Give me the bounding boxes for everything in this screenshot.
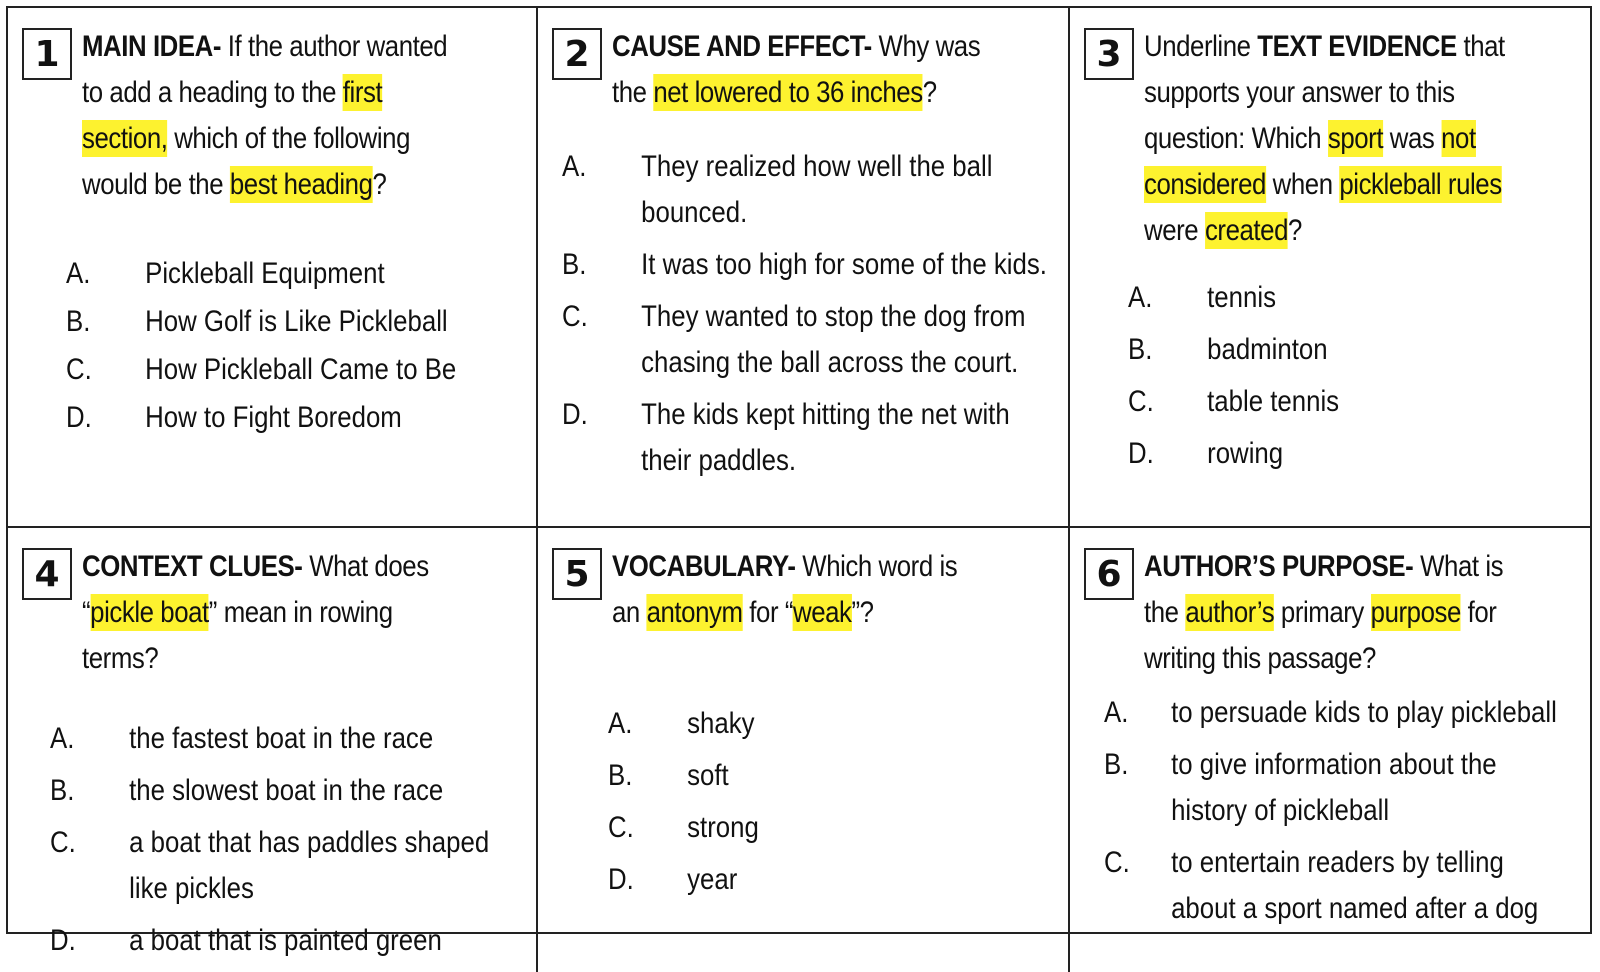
question-number: 2 (552, 28, 602, 80)
highlighted-phrase: sport (1327, 122, 1384, 155)
answer-option-d[interactable] (1128, 428, 1571, 480)
answer-letter: C. (1104, 846, 1130, 879)
question-card-6 (1070, 528, 1590, 972)
question-card-5 (538, 528, 1070, 972)
answer-option-a[interactable] (1104, 690, 1571, 736)
answer-option-a[interactable] (66, 250, 517, 298)
question-number: 5 (552, 548, 602, 600)
highlighted-phrase: author’s (1185, 596, 1275, 629)
answer-option-b[interactable] (562, 242, 1049, 288)
answer-text: They realized how well the ball bounced. (641, 150, 993, 229)
answer-text: table tennis (1207, 385, 1340, 418)
answer-option-b[interactable] (608, 750, 1049, 802)
answer-letter: B. (1128, 333, 1153, 366)
question-text (612, 24, 989, 116)
question-text-part: If the author wanted to add a heading to the (82, 30, 448, 109)
question-text-part: for “ (742, 596, 794, 629)
question-card-2 (538, 8, 1070, 528)
answer-letter: C. (608, 811, 634, 844)
answer-list (66, 250, 518, 442)
answer-letter: A. (562, 150, 587, 183)
highlighted-phrase: pickleball rules (1339, 168, 1502, 201)
answer-option-b[interactable] (1104, 742, 1571, 834)
answer-text: year (687, 863, 738, 896)
question-number: 3 (1084, 28, 1134, 80)
question-label: TEXT EVIDENCE (1257, 30, 1457, 63)
question-text (1144, 24, 1512, 254)
question-text-part: were (1144, 214, 1205, 247)
answer-text: a boat that is painted green (129, 924, 442, 957)
answer-letter: D. (562, 398, 588, 431)
question-text (1144, 544, 1512, 682)
answer-text: How Golf is Like Pickleball (145, 305, 448, 338)
question-text-part: when (1265, 168, 1340, 201)
question-text-part: ? (922, 76, 937, 109)
answer-letter: C. (50, 826, 76, 859)
question-number: 4 (22, 548, 72, 600)
question-text (82, 544, 457, 682)
question-text-part: which of the following would be the (82, 122, 410, 201)
answer-option-a[interactable] (1128, 272, 1571, 324)
question-card-1 (8, 8, 538, 528)
answer-option-c[interactable] (1128, 376, 1571, 428)
answer-text: to entertain readers by telling about a sport named after a dog (1171, 846, 1539, 925)
question-card-3 (1070, 8, 1590, 528)
answer-letter: C. (66, 353, 92, 386)
question-text-part: primary (1274, 596, 1371, 629)
answer-text: tennis (1207, 281, 1276, 314)
answer-letter: C. (1128, 385, 1154, 418)
answer-option-d[interactable] (608, 854, 1049, 906)
answer-list (1104, 690, 1572, 932)
answer-option-d[interactable] (562, 392, 1049, 484)
answer-list (562, 144, 1050, 484)
question-text-part: Underline (1144, 30, 1258, 63)
answer-text: Pickleball Equipment (145, 257, 385, 290)
highlighted-phrase: not considered (1144, 122, 1476, 201)
question-header (22, 24, 518, 208)
question-header (1084, 544, 1572, 682)
question-label: MAIN IDEA- (82, 30, 222, 63)
answer-text: a boat that has paddles shaped like pickles (129, 826, 490, 905)
answer-option-c[interactable] (608, 802, 1049, 854)
question-text-part: ”? (851, 596, 874, 629)
highlighted-phrase: pickle boat (90, 596, 209, 629)
answer-option-b[interactable] (1128, 324, 1571, 376)
answer-option-c[interactable] (1104, 840, 1571, 932)
question-card-4 (8, 528, 538, 972)
answer-text: How to Fight Boredom (145, 401, 402, 434)
question-header (22, 544, 518, 682)
highlighted-phrase: purpose (1370, 596, 1461, 629)
question-text-part: ? (372, 168, 387, 201)
answer-list (1128, 272, 1572, 480)
answer-option-a[interactable] (50, 716, 517, 762)
answer-letter: B. (66, 305, 91, 338)
highlighted-phrase: antonym (646, 596, 743, 629)
answer-list (608, 698, 1050, 906)
answer-option-d[interactable] (50, 918, 517, 964)
question-text-part: What is the (1144, 550, 1504, 629)
answer-letter: B. (562, 248, 587, 281)
question-label: VOCABULARY- (612, 550, 796, 583)
answer-letter: D. (1128, 437, 1154, 470)
answer-text: shaky (687, 707, 755, 740)
answer-list (50, 716, 518, 964)
answer-option-b[interactable] (66, 298, 517, 346)
answer-letter: A. (1104, 696, 1129, 729)
answer-letter: C. (562, 300, 588, 333)
answer-text: They wanted to stop the dog from chasing the ball across the court. (641, 300, 1026, 379)
question-header (552, 544, 1050, 636)
question-text (612, 544, 989, 636)
answer-option-c[interactable] (50, 820, 517, 912)
answer-letter: A. (66, 257, 91, 290)
answer-letter: B. (1104, 748, 1129, 781)
answer-letter: D. (50, 924, 76, 957)
question-number: 1 (22, 28, 72, 80)
highlighted-phrase: created (1204, 214, 1288, 247)
worksheet-grid (6, 6, 1592, 957)
answer-text: soft (687, 759, 729, 792)
highlighted-phrase: weak (793, 596, 852, 629)
question-text-part: ? (1287, 214, 1302, 247)
answer-letter: A. (1128, 281, 1153, 314)
highlighted-phrase: best heading (229, 168, 373, 201)
answer-letter: D. (66, 401, 92, 434)
question-text-part: for writing this passage? (1144, 596, 1497, 675)
highlighted-phrase: net lowered to 36 inches (653, 76, 923, 109)
question-text-part: that supports your answer to this question: Which (1144, 30, 1505, 155)
answer-option-c[interactable] (562, 294, 1049, 386)
answer-text: It was too high for some of the kids. (641, 248, 1047, 281)
answer-letter: A. (608, 707, 633, 740)
answer-text: How Pickleball Came to Be (145, 353, 457, 386)
question-text-part: What does “ (82, 550, 429, 629)
question-number: 6 (1084, 548, 1134, 600)
answer-letter: D. (608, 863, 634, 896)
answer-text: to give information about the history of pickleball (1171, 748, 1497, 827)
answer-option-d[interactable] (66, 394, 517, 442)
question-text (82, 24, 457, 208)
question-header (552, 24, 1050, 116)
answer-option-b[interactable] (50, 768, 517, 814)
answer-option-c[interactable] (66, 346, 517, 394)
question-text-part: was (1383, 122, 1442, 155)
answer-text: to persuade kids to play pickleball (1171, 696, 1557, 729)
answer-letter: B. (50, 774, 75, 807)
answer-text: the slowest boat in the race (129, 774, 444, 807)
answer-text: the fastest boat in the race (129, 722, 434, 755)
answer-text: The kids kept hitting the net with their paddles. (641, 398, 1010, 477)
answer-option-a[interactable] (562, 144, 1049, 236)
answer-letter: A. (50, 722, 75, 755)
answer-text: badminton (1207, 333, 1328, 366)
question-header (1084, 24, 1572, 254)
answer-text: strong (687, 811, 759, 844)
answer-letter: B. (608, 759, 633, 792)
question-text-part: Why was the (612, 30, 981, 109)
answer-text: rowing (1207, 437, 1284, 470)
question-label: AUTHOR’S PURPOSE- (1144, 550, 1414, 583)
question-label: CONTEXT CLUES- (82, 550, 303, 583)
highlighted-phrase: first section, (82, 76, 383, 155)
question-text-part: Which word is an (612, 550, 958, 629)
answer-option-a[interactable] (608, 698, 1049, 750)
question-text-part: ” mean in rowing terms? (82, 596, 393, 675)
question-label: CAUSE AND EFFECT- (612, 30, 872, 63)
